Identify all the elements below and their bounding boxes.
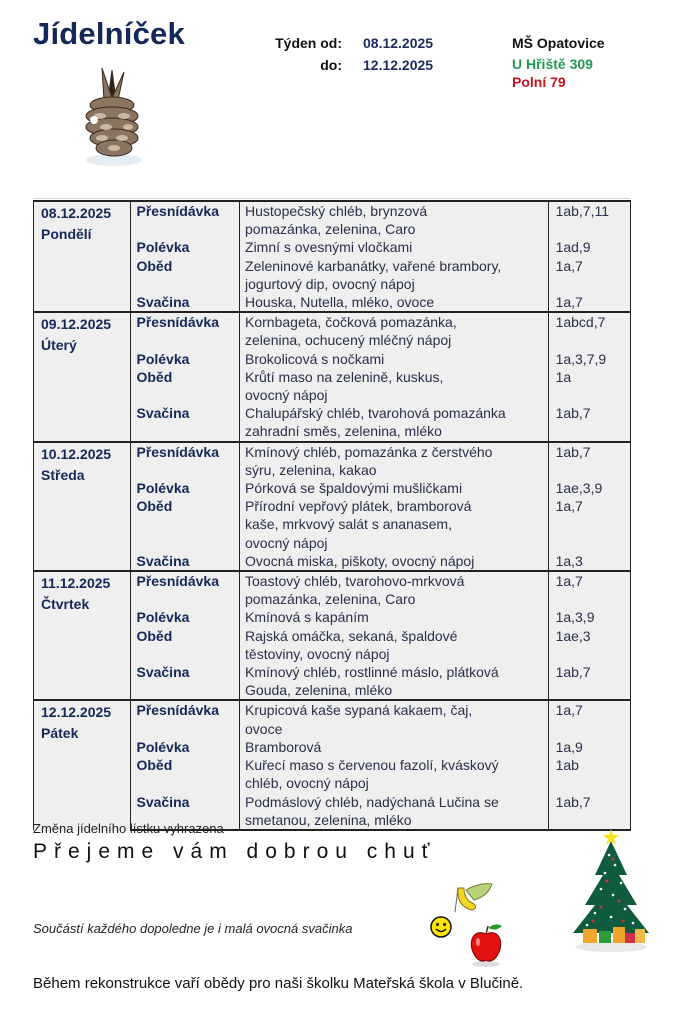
- meal-row: [34, 700, 631, 737]
- allergens-cell: [548, 608, 630, 626]
- meal-name-cell: [131, 350, 240, 368]
- meal-name: Oběd: [136, 757, 173, 774]
- banana-image: [452, 880, 494, 916]
- meal-name-cell: [131, 238, 240, 256]
- meal-name: Polévka: [136, 738, 190, 755]
- address-1: U Hřiště 309: [512, 56, 593, 72]
- allergens-cell: [548, 663, 630, 700]
- dish-line: zahradní směs, zelenina, mléko: [245, 423, 442, 440]
- allergens-cell: [548, 738, 630, 756]
- dish-line: Kmínová s kapáním: [245, 609, 369, 626]
- menu-table: [33, 200, 631, 831]
- allergens-cell: [548, 293, 630, 312]
- day-date: 10.12.2025: [41, 445, 112, 462]
- day-cell: [34, 571, 131, 700]
- allergens: 1a,9: [555, 738, 583, 755]
- dish-line: pomazánka, zelenina, Caro: [245, 591, 416, 608]
- meal-name: Přesnídávka: [136, 203, 219, 219]
- meal-name-cell: [131, 738, 240, 756]
- meal-name-cell: [131, 608, 240, 626]
- allergens: 1ab,7: [555, 405, 591, 422]
- page-title: Jídelníček: [33, 16, 185, 51]
- allergens-cell: [548, 350, 630, 368]
- meal-name-cell: [131, 571, 240, 608]
- dish-line: Ovocná miska, piškoty, ovocný nápoj: [245, 552, 475, 569]
- day-weekday: Úterý: [41, 337, 77, 354]
- meal-name-cell: [131, 201, 240, 238]
- dish-cell: [240, 257, 549, 293]
- allergens-cell: [548, 756, 630, 792]
- allergens-cell: [548, 627, 630, 663]
- dish-cell: [240, 756, 549, 792]
- meal-name: Polévka: [136, 239, 190, 256]
- week-to-label: do:: [320, 57, 342, 73]
- allergens: 1ab,7: [555, 664, 591, 681]
- school-name: MŠ Opatovice: [512, 35, 605, 51]
- meal-name-cell: [131, 404, 240, 441]
- fruit-note: Součástí každého dopoledne je i malá ovocná svačinka: [33, 921, 353, 936]
- meal-name-cell: [131, 700, 240, 737]
- day-weekday: Pátek: [41, 725, 79, 742]
- dish-line: Brokolicová s nočkami: [245, 350, 385, 367]
- allergens-cell: [548, 497, 630, 552]
- dish-line: Hustopečský chléb, brynzová: [245, 203, 428, 219]
- allergens: 1ab: [555, 757, 579, 774]
- allergens: 1a,3: [555, 552, 583, 569]
- dish-line: Rajská omáčka, sekaná, špaldové: [245, 627, 458, 644]
- dish-line: sýru, zelenina, kakao: [245, 461, 377, 478]
- meal-name: Přesnídávka: [136, 573, 219, 590]
- meal-name: Přesnídávka: [136, 702, 219, 719]
- allergens-cell: [548, 257, 630, 293]
- dish-cell: [240, 497, 549, 552]
- meal-name: Oběd: [136, 627, 173, 644]
- day-weekday: Čtvrtek: [41, 596, 90, 613]
- meal-name: Svačina: [136, 552, 190, 569]
- dish-line: kaše, mrkvový salát s ananasem,: [245, 516, 452, 533]
- allergens: 1ad,9: [555, 239, 591, 256]
- allergens: 1a,3,9: [555, 609, 595, 626]
- dish-cell: [240, 793, 549, 830]
- dish-line: ovoce: [245, 720, 283, 737]
- dish-line: Pórková se špaldovými mušličkami: [245, 480, 463, 497]
- meal-name-cell: [131, 257, 240, 293]
- dish-line: chléb, ovocný nápoj: [245, 775, 369, 792]
- meal-name: Svačina: [136, 294, 190, 311]
- dish-line: Kuřecí maso s červenou fazolí, kváskový: [245, 757, 499, 774]
- week-from-date: 08.12.2025: [363, 35, 434, 51]
- allergens: 1a,7: [555, 257, 583, 274]
- dish-line: Kmínový chléb, pomazánka z čerstvého: [245, 443, 493, 460]
- dish-line: Krupicová kaše sypaná kakaem, čaj,: [245, 702, 473, 719]
- allergens-cell: [548, 201, 630, 238]
- meal-name-cell: [131, 293, 240, 312]
- dish-cell: [240, 552, 549, 571]
- meal-name-cell: [131, 627, 240, 663]
- meal-name: Přesnídávka: [136, 443, 219, 460]
- dish-cell: [240, 404, 549, 441]
- meal-name: Polévka: [136, 350, 190, 367]
- meal-name: Polévka: [136, 609, 190, 626]
- allergens: 1a: [555, 368, 572, 385]
- meal-name-cell: [131, 552, 240, 571]
- dish-line: zelenina, ochucený mléčný nápoj: [245, 332, 452, 349]
- dish-line: Gouda, zelenina, mléko: [245, 682, 393, 699]
- day-date: 11.12.2025: [41, 575, 111, 592]
- meal-name-cell: [131, 497, 240, 552]
- dish-cell: [240, 608, 549, 626]
- meal-row: [34, 312, 631, 349]
- dish-cell: [240, 479, 549, 497]
- meal-name: Oběd: [136, 498, 173, 515]
- week-to-date: 12.12.2025: [363, 57, 434, 73]
- smiley-icon: [430, 916, 452, 938]
- allergens: 1a,7: [555, 294, 583, 311]
- meal-name-cell: [131, 756, 240, 792]
- dish-line: Zeleninové karbanátky, vařené brambory,: [245, 257, 502, 274]
- allergens: 1a,7: [555, 573, 583, 590]
- day-date: 12.12.2025: [41, 704, 112, 721]
- christmas-tree-image: [565, 825, 657, 955]
- dish-line: pomazánka, zelenina, Caro: [245, 221, 416, 238]
- meal-name: Oběd: [136, 257, 173, 274]
- day-cell: [34, 201, 131, 312]
- allergens-cell: [548, 571, 630, 608]
- closing-text: Během rekonstrukce vaří obědy pro naši školku Mateřská škola v Blučině.: [33, 975, 524, 992]
- allergens: 1a,3,7,9: [555, 350, 607, 367]
- allergens: 1ab,7,11: [555, 203, 610, 219]
- allergens-cell: [548, 312, 630, 349]
- allergens: 1ab,7: [555, 793, 591, 810]
- dish-line: ovocný nápoj: [245, 387, 328, 404]
- header-divider: [33, 198, 630, 199]
- allergens-cell: [548, 552, 630, 571]
- dish-cell: [240, 368, 549, 404]
- allergens-cell: [548, 404, 630, 441]
- meal-name-cell: [131, 368, 240, 404]
- allergens-cell: [548, 442, 630, 479]
- dish-line: Podmáslový chléb, nadýchaná Lučina se: [245, 793, 499, 810]
- allergens: 1abcd,7: [555, 314, 606, 331]
- meal-name-cell: [131, 479, 240, 497]
- meal-name-cell: [131, 442, 240, 479]
- dish-cell: [240, 738, 549, 756]
- dish-line: Toastový chléb, tvarohovo-mrkvová: [245, 573, 465, 590]
- dish-cell: [240, 350, 549, 368]
- meal-name: Polévka: [136, 480, 190, 497]
- dish-line: Zimní s ovesnými vločkami: [245, 239, 413, 256]
- meal-row: [34, 571, 631, 608]
- dish-cell: [240, 238, 549, 256]
- dish-line: smetanou, zelenina, mléko: [245, 811, 412, 828]
- day-date: 09.12.2025: [41, 316, 112, 333]
- meal-name: Přesnídávka: [136, 314, 219, 331]
- day-cell: [34, 312, 131, 441]
- dish-cell: [240, 312, 549, 349]
- wish-text: Přejeme vám dobrou chuť: [33, 840, 437, 863]
- allergens: 1ab,7: [555, 443, 591, 460]
- meal-name-cell: [131, 312, 240, 349]
- dish-line: Kmínový chléb, rostlinné máslo, plátková: [245, 664, 499, 681]
- change-note: Změna jídelního lístku vyhrazena: [33, 821, 224, 836]
- week-from-label: Týden od:: [275, 35, 342, 51]
- allergens-cell: [548, 238, 630, 256]
- allergens-cell: [548, 368, 630, 404]
- dish-cell: [240, 627, 549, 663]
- dish-line: těstoviny, ovocný nápoj: [245, 645, 390, 662]
- meal-row: [34, 442, 631, 479]
- dish-line: Bramborová: [245, 738, 322, 755]
- meal-name-cell: [131, 663, 240, 700]
- allergens: 1ae,3: [555, 627, 591, 644]
- day-weekday: Středa: [41, 466, 85, 483]
- dish-line: ovocný nápoj: [245, 534, 328, 551]
- dish-line: Krůtí maso na zelenině, kuskus,: [245, 368, 444, 385]
- dish-cell: [240, 201, 549, 238]
- allergens-cell: [548, 700, 630, 737]
- meal-name: Svačina: [136, 664, 190, 681]
- dish-cell: [240, 442, 549, 479]
- address-2: Polní 79: [512, 74, 566, 90]
- dish-cell: [240, 663, 549, 700]
- dish-line: jogurtový dip, ovocný nápoj: [245, 275, 415, 292]
- day-cell: [34, 700, 131, 829]
- meal-row: [34, 201, 631, 238]
- meal-name: Svačina: [136, 405, 190, 422]
- meal-name: Svačina: [136, 793, 190, 810]
- pinecone-image: [72, 60, 152, 170]
- dish-line: Chalupářský chléb, tvarohová pomazánka: [245, 405, 506, 422]
- allergens: 1ae,3,9: [555, 480, 603, 497]
- dish-cell: [240, 700, 549, 737]
- dish-cell: [240, 293, 549, 312]
- day-weekday: Pondělí: [41, 226, 92, 242]
- meal-name: Oběd: [136, 368, 173, 385]
- dish-cell: [240, 571, 549, 608]
- dish-line: Přírodní vepřový plátek, bramborová: [245, 498, 472, 515]
- apple-image: [466, 922, 508, 968]
- dish-line: Houska, Nutella, mléko, ovoce: [245, 294, 435, 311]
- allergens-cell: [548, 479, 630, 497]
- day-date: 08.12.2025: [41, 205, 112, 221]
- allergens: 1a,7: [555, 702, 583, 719]
- dish-line: Kornbageta, čočková pomazánka,: [245, 314, 457, 331]
- allergens: 1a,7: [555, 498, 583, 515]
- day-cell: [34, 442, 131, 571]
